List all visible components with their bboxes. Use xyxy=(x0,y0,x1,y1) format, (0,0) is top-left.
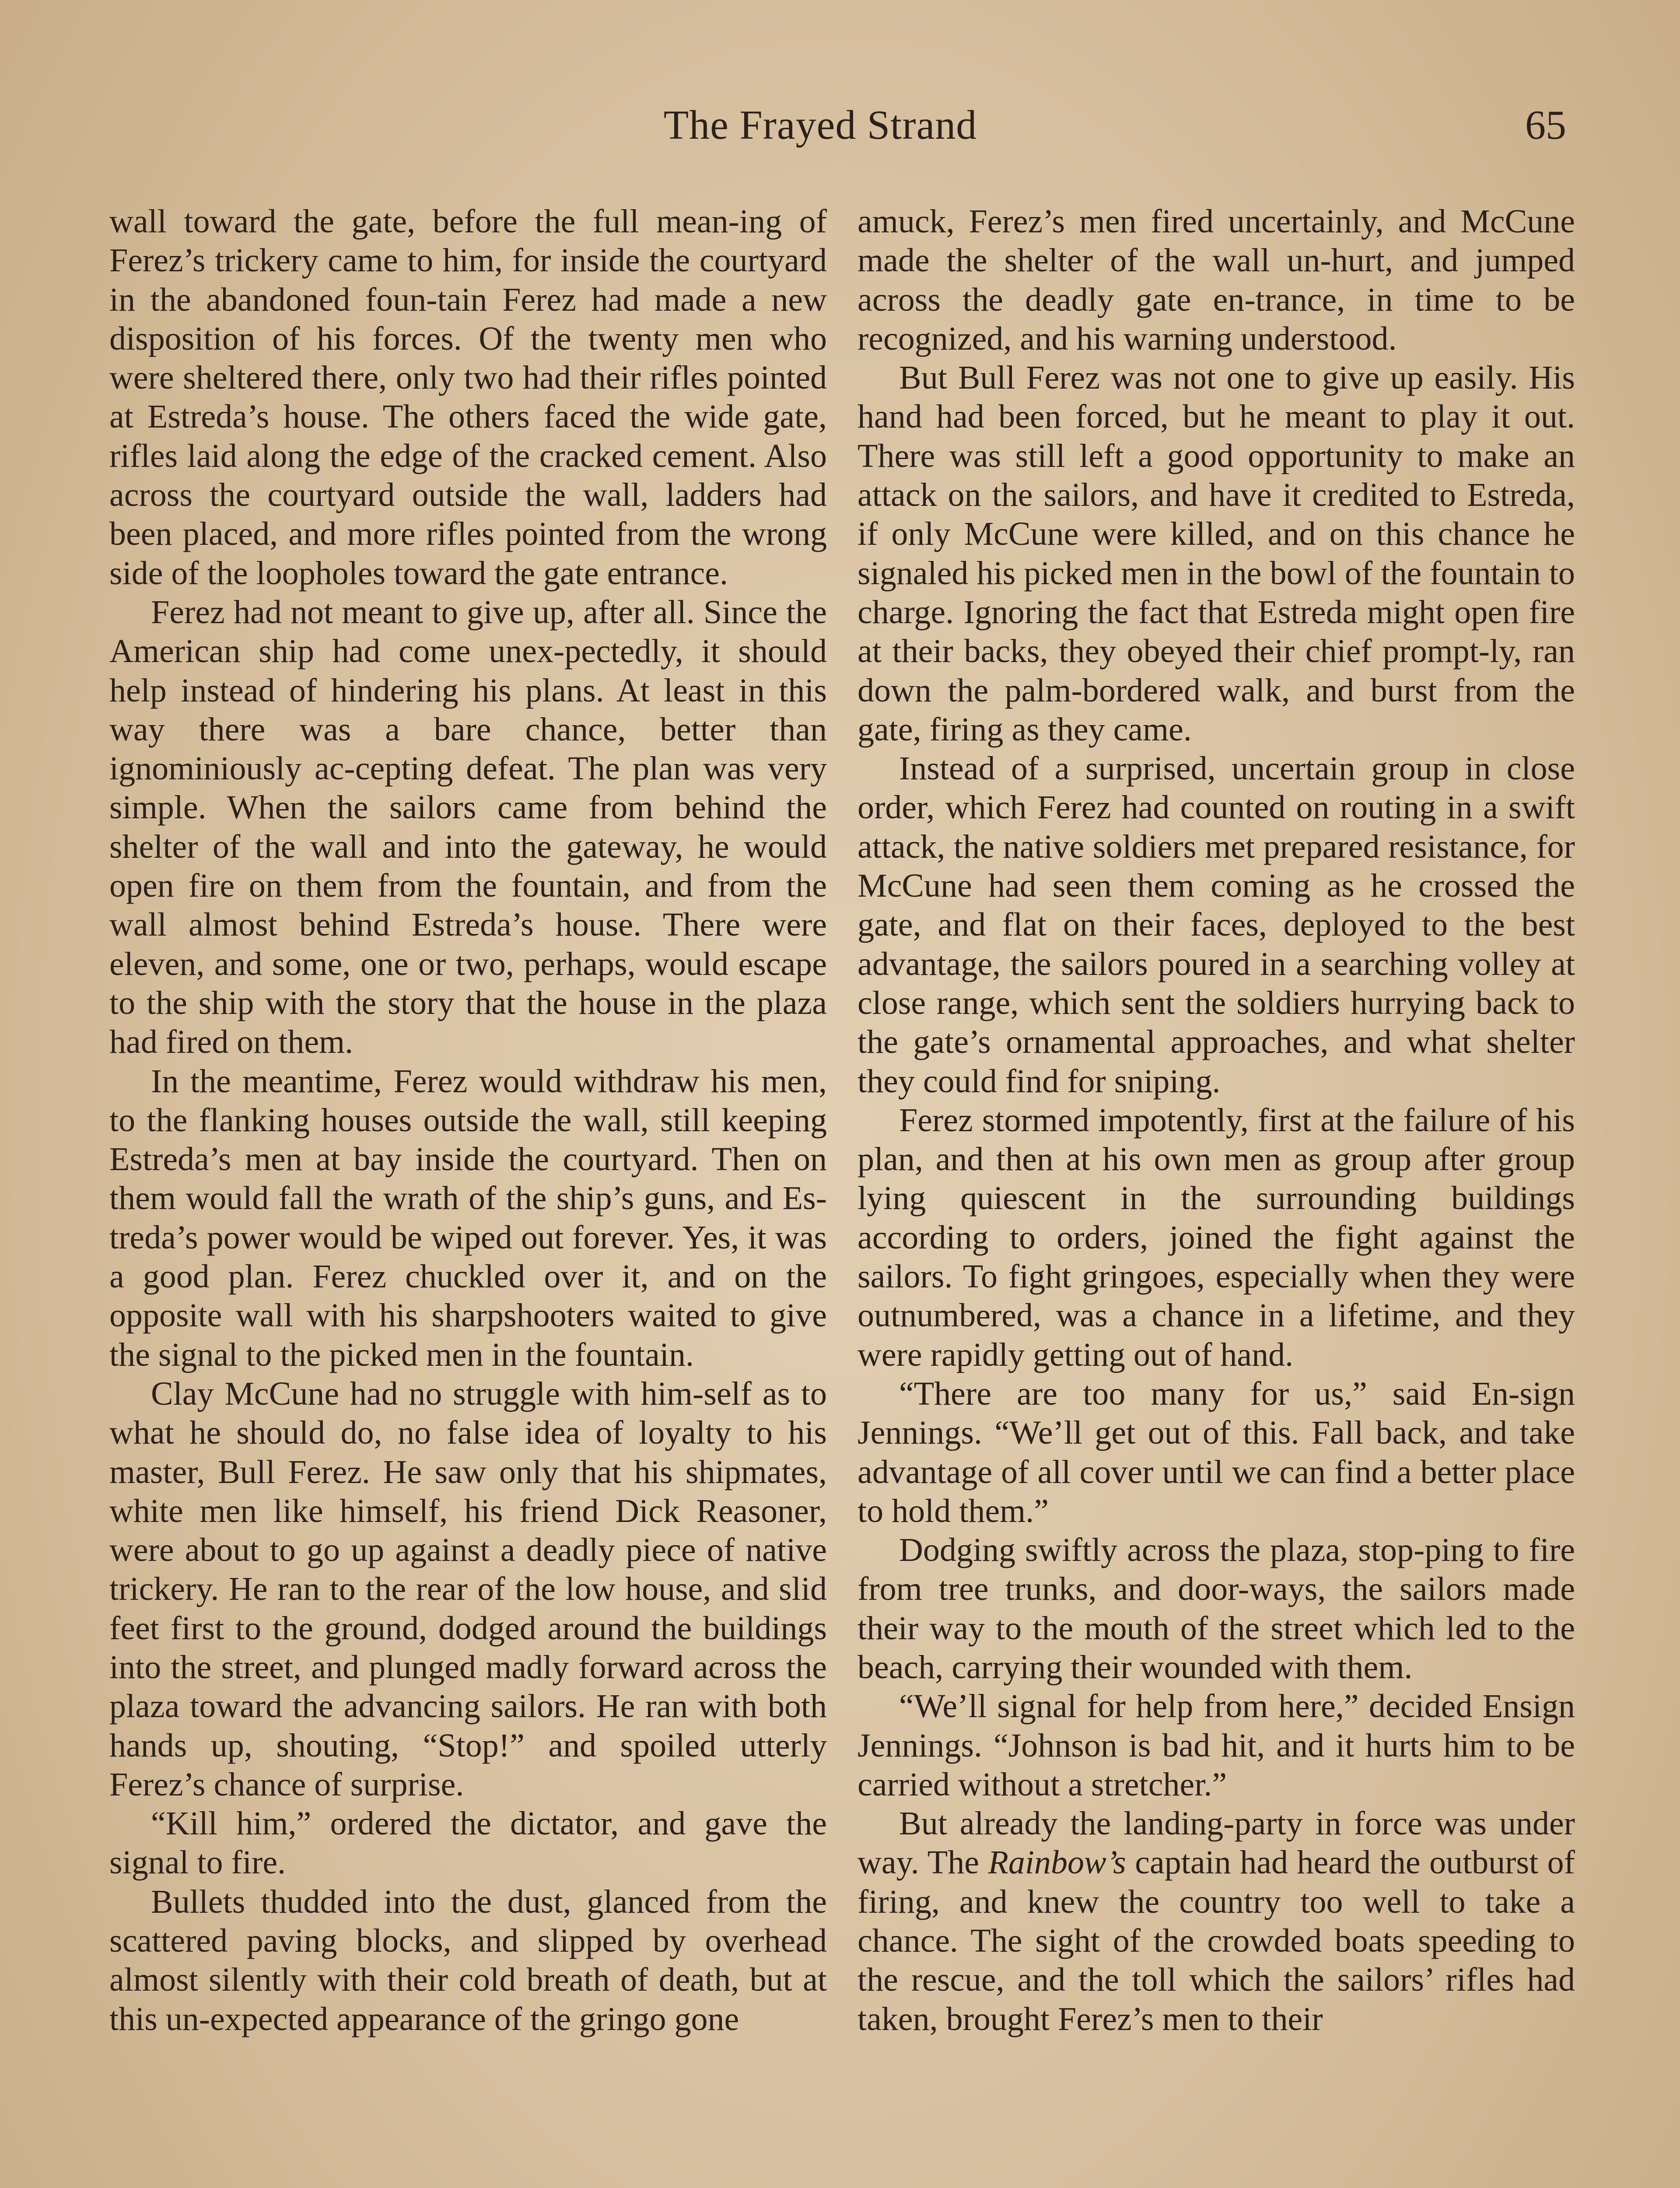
paragraph: But Bull Ferez was not one to give up easily. His hand had been forced, but he meant to play it out. There was still left a good opportunity to make an attack on the sailors, and have it credited to Estreda, if only McCune were killed, and on this chance he signaled his picked men in the bowl of the fountain to charge. Ignoring the fact that Estreda might open fire at their backs, they obeyed their chief prompt-ly, ran down the palm-bordered walk, and burst from the gate, firing as they came. xyxy=(858,359,1575,748)
right-column xyxy=(858,202,1575,2039)
running-title: The Frayed Strand xyxy=(663,102,977,148)
text-run: captain had heard the outburst of firing, and knew the country too well to take a chance. The sight of the crowded boats speeding to the rescue, and the toll which the sailors’ rifles had taken, brought Ferez’s men to their xyxy=(858,1844,1575,2037)
paragraph: In the meantime, Ferez would withdraw his men, to the flanking houses outside the wall, still keeping Estreda’s men at bay inside the courtyard. Then on them would fall the wrath of the ship’s guns, and Es-treda’s power would be wiped out forever. Yes, it was a good plan. Ferez chuckled over it, and on the opposite wall with his sharpshooters waited to give the signal to the picked men in the fountain. xyxy=(109,1062,827,1373)
paragraph: Instead of a surprised, uncertain group in close order, which Ferez had counted on routing in a swift attack, the native soldiers met prepared resistance, for McCune had seen them coming as he crossed the gate, and flat on their faces, deployed to the best advantage, the sailors poured in a searching volley at close range, which sent the soldiers hurrying back to the gate’s ornamental approaches, and what shelter they could find for sniping. xyxy=(858,750,1575,1100)
paragraph: Clay McCune had no struggle with him-self as to what he should do, no false idea of loyalty to his master, Bull Ferez. He saw only that his shipmates, white men like himself, his friend Dick Reasoner, were about to go up against a deadly piece of native trickery. He ran to the rear of the low house, and slid feet first to the ground, dodged around the buildings into the street, and plunged madly forward across the plaza toward the advancing sailors. He ran with both hands up, shouting, “Stop!” and spoiled utterly Ferez’s chance of surprise. xyxy=(109,1375,827,1803)
paragraph: Ferez had not meant to give up, after all. Since the American ship had come unex-pectedly, it should help instead of hindering his plans. At least in this way there was a bare chance, better than ignominiously ac-cepting defeat. The plan was very simple. When the sailors came from behind the shelter of the wall and into the gateway, he would open fire on them from the fountain, and from the wall almost behind Estreda’s house. There were eleven, and some, one or two, perhaps, would escape to the ship with the story that the house in the plaza had fired on them. xyxy=(109,593,827,1061)
paragraph: amuck, Ferez’s men fired uncertainly, and McCune made the shelter of the wall un-hurt, and jumped across the deadly gate en-trance, in time to be recognized, and his warning understood. xyxy=(858,203,1575,357)
ship-name: Rainbow’s xyxy=(988,1844,1126,1881)
text-run: But already the landing-party in force was under way. The xyxy=(858,1805,1575,1881)
paragraph-with-italic xyxy=(858,1804,1575,2039)
paragraph: “We’ll signal for help from here,” decided Ensign Jennings. “Johnson is bad hit, and it hurts him to be carried without a stretcher.” xyxy=(858,1688,1575,1803)
paragraph: “There are too many for us,” said En-sign Jennings. “We’ll get out of this. Fall back, and take advantage of all cover until we can find a better place to hold them.” xyxy=(858,1375,1575,1529)
paragraph: Bullets thudded into the dust, glanced from the scattered paving blocks, and slipped by overhead almost silently with their cold breath of death, but at this un-expected appearance of the gringo gone xyxy=(109,1883,827,2037)
paragraph: Dodging swiftly across the plaza, stop-ping to fire from tree trunks, and door-ways, the sailors made their way to the mouth of the street which led to the beach, carrying their wounded with them. xyxy=(858,1532,1575,1686)
left-column xyxy=(109,202,827,2039)
paragraph: wall toward the gate, before the full mean-ing of Ferez’s trickery came to him, for inside the courtyard in the abandoned foun-tain Ferez had made a new disposition of his forces. Of the twenty men who were sheltered there, only two had their rifles pointed at Estreda’s house. The others faced the wide gate, rifles laid along the edge of the cracked cement. Also across the courtyard outside the wall, ladders had been placed, and more rifles pointed from the wrong side of the loopholes toward the gate entrance. xyxy=(109,203,827,592)
paragraph: “Kill him,” ordered the dictator, and gave the signal to fire. xyxy=(109,1805,827,1881)
page-number: 65 xyxy=(1525,102,1566,148)
paragraph: Ferez stormed impotently, first at the failure of his plan, and then at his own men as group after group lying quiescent in the surrounding buildings according to orders, joined the fight against the sailors. To fight gringoes, especially when they were outnumbered, was a chance in a lifetime, and they were rapidly getting out of hand. xyxy=(858,1101,1575,1373)
